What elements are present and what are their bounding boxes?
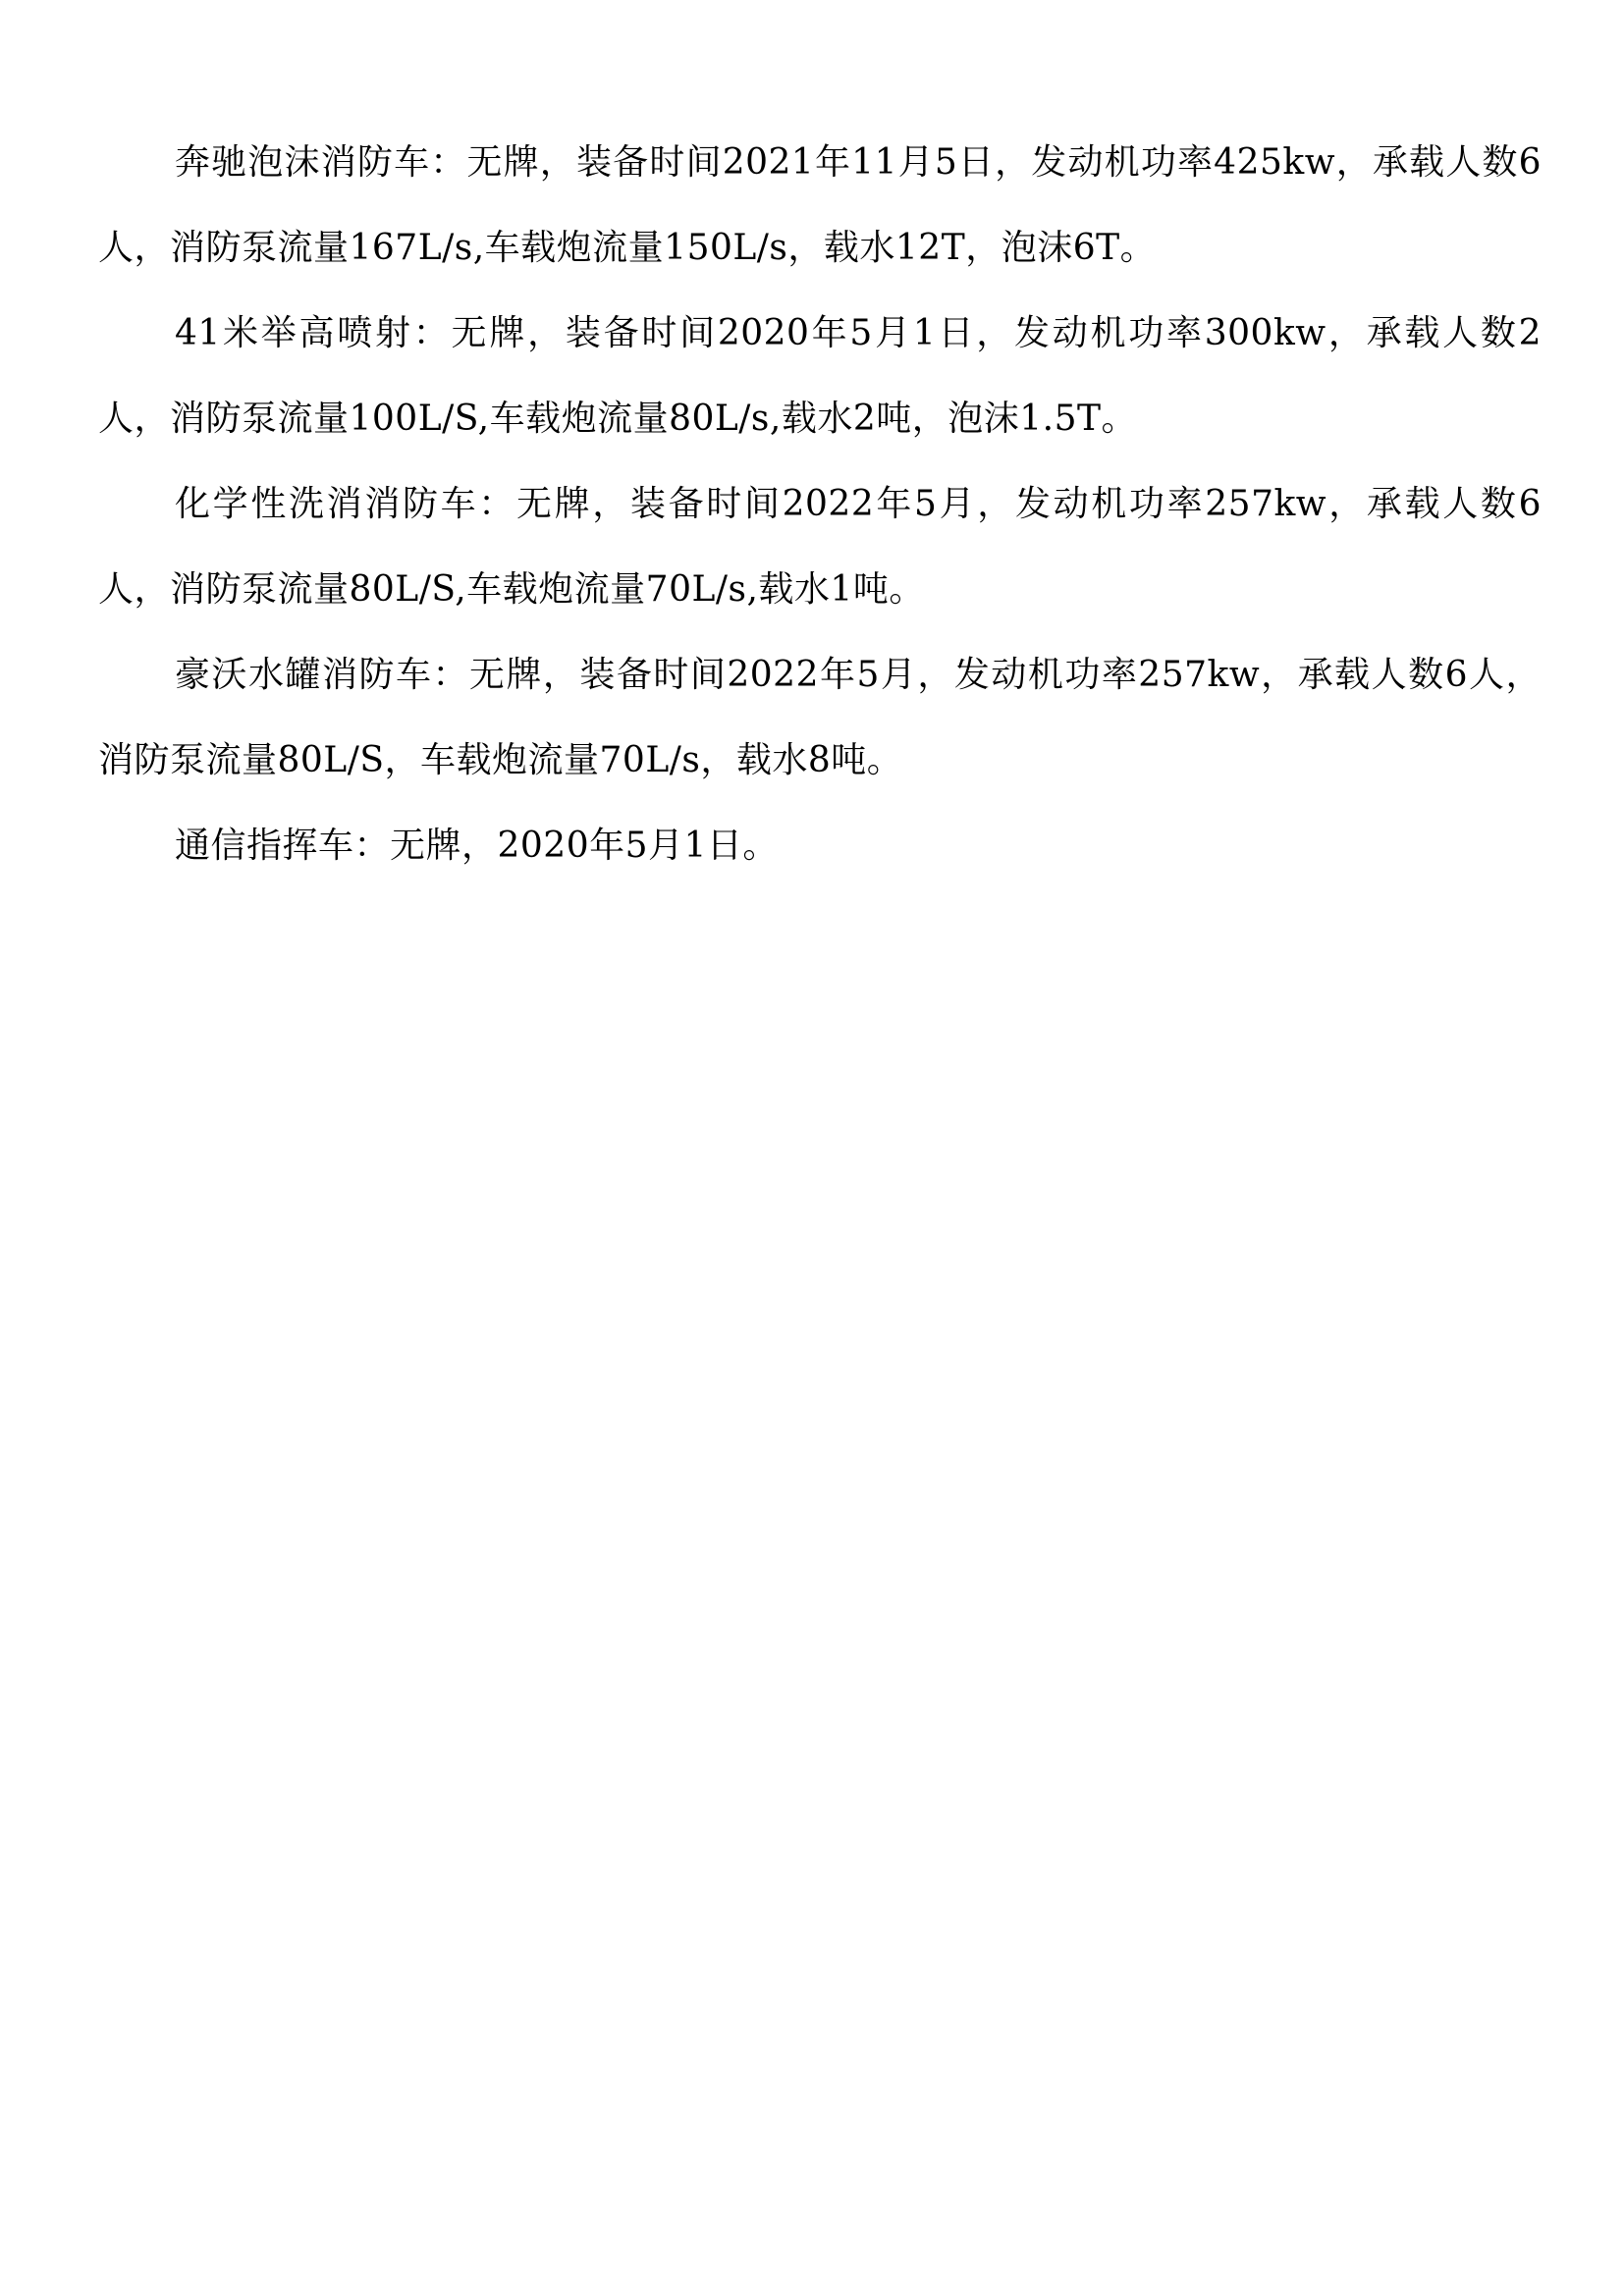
paragraph-aerial-spray-truck: 41米举高喷射：无牌，装备时间2020年5月1日，发动机功率300kw，承载人数2人，消防泵流量100L/S,车载炮流量80L/s,载水2吨，泡沫1.5T。 — [98, 313, 1542, 439]
paragraph-water-tank-truck: 豪沃水罐消防车：无牌，装备时间2022年5月，发动机功率257kw，承载人数6人，消防泵流量80L/S，车载炮流量70L/s，载水8吨。 — [98, 655, 1542, 780]
paragraph-decontamination-truck: 化学性洗消消防车：无牌，装备时间2022年5月，发动机功率257kw，承载人数6人，消防泵流量80L/S,车载炮流量70L/s,载水1吨。 — [98, 484, 1542, 610]
paragraph-foam-fire-truck: 奔驰泡沫消防车：无牌，装备时间2021年11月5日，发动机功率425kw，承载人数6人，消防泵流量167L/s,车载炮流量150L/s，载水12T，泡沫6T。 — [98, 142, 1542, 268]
document-body — [98, 120, 1542, 888]
paragraph-command-vehicle: 通信指挥车：无牌，2020年5月1日。 — [175, 826, 779, 866]
